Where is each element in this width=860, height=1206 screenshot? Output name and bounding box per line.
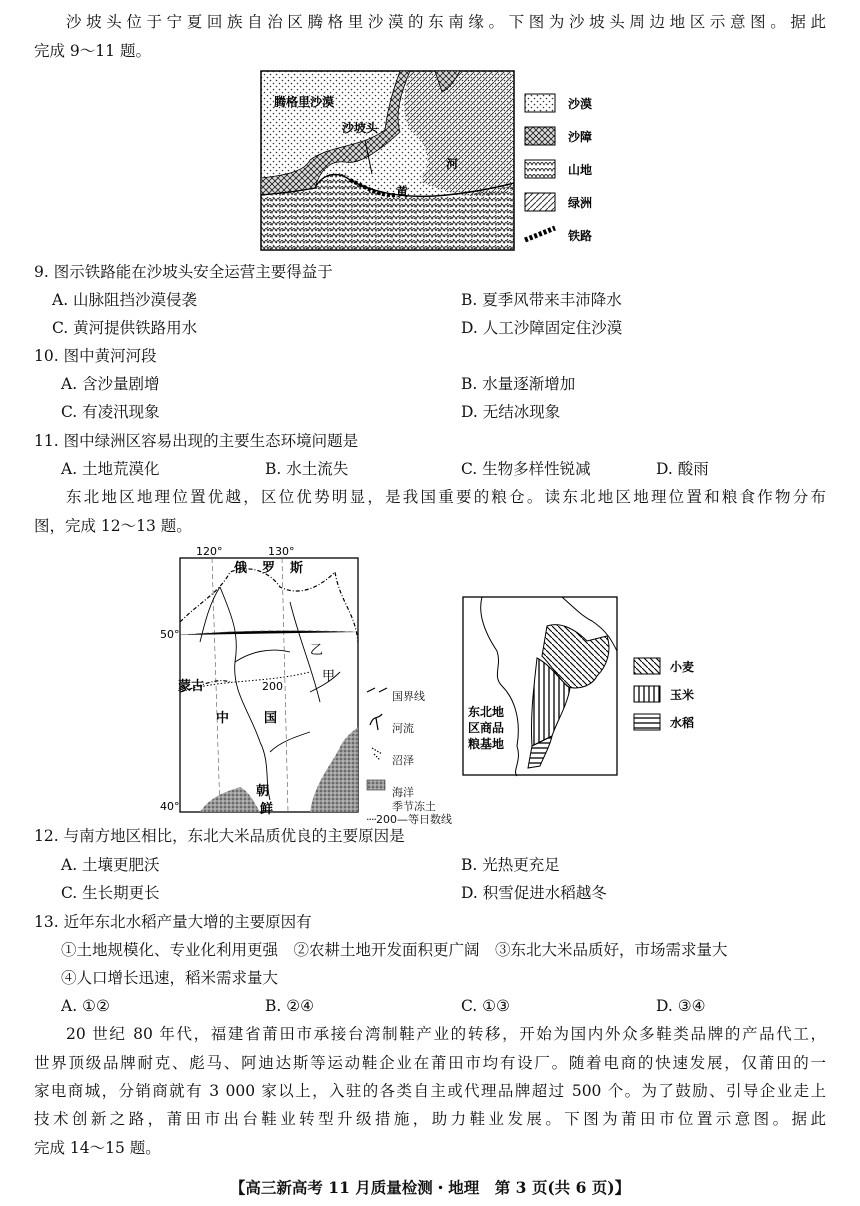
- china-label-1: 中: [216, 711, 230, 726]
- legend-border-symbol: [367, 688, 387, 692]
- question-12-option-a: A. 土壤更肥沃: [61, 856, 160, 874]
- intro-paragraph-3-line-1: 20 世纪 80 年代，福建省莆田市承接台湾制鞋产业的转移，开始为国内外众多鞋类品牌的产品代工，: [66, 1025, 826, 1043]
- question-10-option-c: C. 有凌汛现象: [61, 403, 160, 421]
- longitude-120-label: 120°: [196, 545, 223, 558]
- grain-base-label-2: 区商品: [468, 721, 505, 735]
- northeast-location-map: [160, 542, 405, 816]
- legend-swamp-text: 沼泽: [392, 754, 414, 767]
- desert-label: 腾格里沙漠: [274, 95, 335, 109]
- question-11-option-d: D. 酸雨: [656, 460, 709, 478]
- intro-paragraph-3-line-5: 完成 14～15 题。: [34, 1139, 161, 1157]
- intro-paragraph-3-line-3: 家电商城，分销商就有 3 000 家以上，入驻的各类自主或代理品牌超过 500 个。为了鼓励、引导企业走上: [34, 1082, 826, 1100]
- legend-railway-symbol: [525, 228, 555, 240]
- legend-isoline-value: 200: [376, 813, 397, 826]
- mongolia-label: 蒙古: [178, 679, 205, 694]
- legend-desert-swatch: [525, 94, 555, 112]
- question-11-option-b: B. 水土流失: [265, 460, 349, 478]
- question-9-option-d: D. 人工沙障固定住沙漠: [461, 319, 623, 337]
- intro-paragraph-1-line-2: 完成 9～11 题。: [34, 42, 151, 60]
- question-13-stem: 13. 近年东北水稻产量大增的主要原因有: [34, 913, 312, 931]
- point-yi-label: 乙: [310, 643, 324, 658]
- question-9-option-b: B. 夏季风带来丰沛降水: [461, 291, 622, 309]
- russia-label-3: 斯: [290, 561, 304, 576]
- latitude-40-label: 40°: [160, 800, 180, 813]
- question-12-option-d: D. 积雪促进水稻越冬: [461, 884, 607, 902]
- question-12-stem: 12. 与南方地区相比，东北大米品质优良的主要原因是: [34, 827, 405, 845]
- question-13-statements-1: ①土地规模化、专业化利用更强 ②农耕土地开发面积更广阔 ③东北大米品质好，市场需求量大: [61, 941, 728, 959]
- river-label-2: 河: [446, 157, 459, 171]
- legend-river-text: 河流: [392, 722, 414, 735]
- russia-label-2: 罗: [262, 561, 276, 576]
- korea-label-2: 鲜: [260, 802, 274, 816]
- question-12-option-b: B. 光热更充足: [461, 856, 560, 874]
- intro-paragraph-3-line-2: 世界顶级品牌耐克、彪马、阿迪达斯等运动鞋企业在莆田市均有设厂。随着电商的快速发展，仅莆田的一: [34, 1054, 826, 1072]
- shapotou-map: [260, 70, 605, 252]
- legend-river-symbol: [370, 714, 382, 730]
- legend-rice-label: 水稻: [670, 716, 695, 730]
- point-jia-label: 甲: [322, 669, 336, 684]
- question-9-option-c: C. 黄河提供铁路用水: [52, 319, 198, 337]
- question-10-option-b: B. 水量逐渐增加: [461, 375, 576, 393]
- question-10-stem: 10. 图中黄河河段: [34, 347, 157, 365]
- intro-paragraph-2-line-2: 图，完成 12～13 题。: [34, 517, 192, 535]
- legend-sand-barrier-swatch: [525, 127, 555, 145]
- question-13-option-b: B. ②④: [265, 997, 315, 1015]
- legend-border-text: 国界线: [392, 690, 425, 703]
- question-9-stem: 9. 图示铁路能在沙坡头安全运营主要得益于: [34, 263, 333, 281]
- legend-swamp-symbol: [372, 748, 382, 760]
- legend-ocean-text: 海洋: [392, 786, 414, 799]
- intro-paragraph-2-line-1: 东北地区地理位置优越，区位优势明显，是我国重要的粮仓。读东北地区地理位置和粮食作物分布: [66, 488, 826, 506]
- question-13-statements-2: ④人口增长迅速，稻米需求量大: [61, 969, 279, 987]
- question-13-option-d: D. ③④: [656, 997, 706, 1015]
- question-12-option-c: C. 生长期更长: [61, 884, 160, 902]
- legend-railway-label: 铁路: [568, 229, 593, 243]
- china-label-2: 国: [264, 711, 278, 726]
- question-11-option-c: C. 生物多样性锐减: [461, 460, 591, 478]
- legend-oasis-label: 绿洲: [568, 196, 593, 210]
- question-11-stem: 11. 图中绿洲区容易出现的主要生态环境问题是: [34, 432, 359, 450]
- question-11-option-a: A. 土地荒漠化: [61, 460, 160, 478]
- legend-mountain-label: 山地: [568, 163, 593, 177]
- legend-isoline-label: 等日数线: [408, 813, 452, 826]
- legend-frozen-soil: 季节冻土 ····200—等日数线: [366, 800, 452, 826]
- grain-base-map: [462, 596, 704, 778]
- question-10-option-a: A. 含沙量剧增: [61, 375, 160, 393]
- longitude-130-label: 130°: [268, 545, 295, 558]
- question-13-option-c: C. ①③: [461, 997, 510, 1015]
- question-9-option-a: A. 山脉阻挡沙漠侵袭: [52, 291, 198, 309]
- isoline-200-label: 200: [262, 680, 283, 693]
- legend-frozen-soil-label: 季节冻土: [392, 800, 436, 813]
- latitude-50-label: 50°: [160, 628, 180, 641]
- northeast-legend-text: [392, 681, 425, 809]
- legend-mountain-swatch: [525, 160, 555, 178]
- korea-label-1: 朝: [256, 784, 270, 799]
- legend-desert-label: 沙漠: [568, 97, 593, 111]
- legend-wheat-swatch: [634, 658, 660, 674]
- question-13-option-a: A. ①②: [61, 997, 110, 1015]
- legend-corn-swatch: [634, 686, 660, 702]
- page-footer: 【高三新高考 11 月质量检测・地理 第 3 页(共 6 页)】: [229, 1178, 631, 1197]
- legend-ocean-symbol: [367, 780, 385, 790]
- shapotou-label: 沙坡头: [342, 121, 379, 135]
- legend-sand-barrier-label: 沙障: [568, 130, 593, 144]
- intro-paragraph-1-line-1: 沙坡头位于宁夏回族自治区腾格里沙漠的东南缘。下图为沙坡头周边地区示意图。据此: [66, 13, 826, 31]
- grain-base-label-1: 东北地: [468, 705, 505, 719]
- legend-wheat-label: 小麦: [670, 660, 695, 674]
- legend-oasis-swatch: [525, 193, 555, 211]
- grain-base-label-3: 粮基地: [468, 737, 505, 751]
- river-label-1: 黄: [396, 185, 409, 199]
- question-10-option-d: D. 无结冰现象: [461, 403, 561, 421]
- russia-label-1: 俄: [234, 561, 248, 576]
- intro-paragraph-3-line-4: 技术创新之路，莆田市出台鞋业转型升级措施，助力鞋业发展。下图为莆田市位置示意图。据此: [34, 1110, 826, 1128]
- legend-corn-label: 玉米: [670, 688, 695, 702]
- legend-rice-swatch: [634, 714, 660, 730]
